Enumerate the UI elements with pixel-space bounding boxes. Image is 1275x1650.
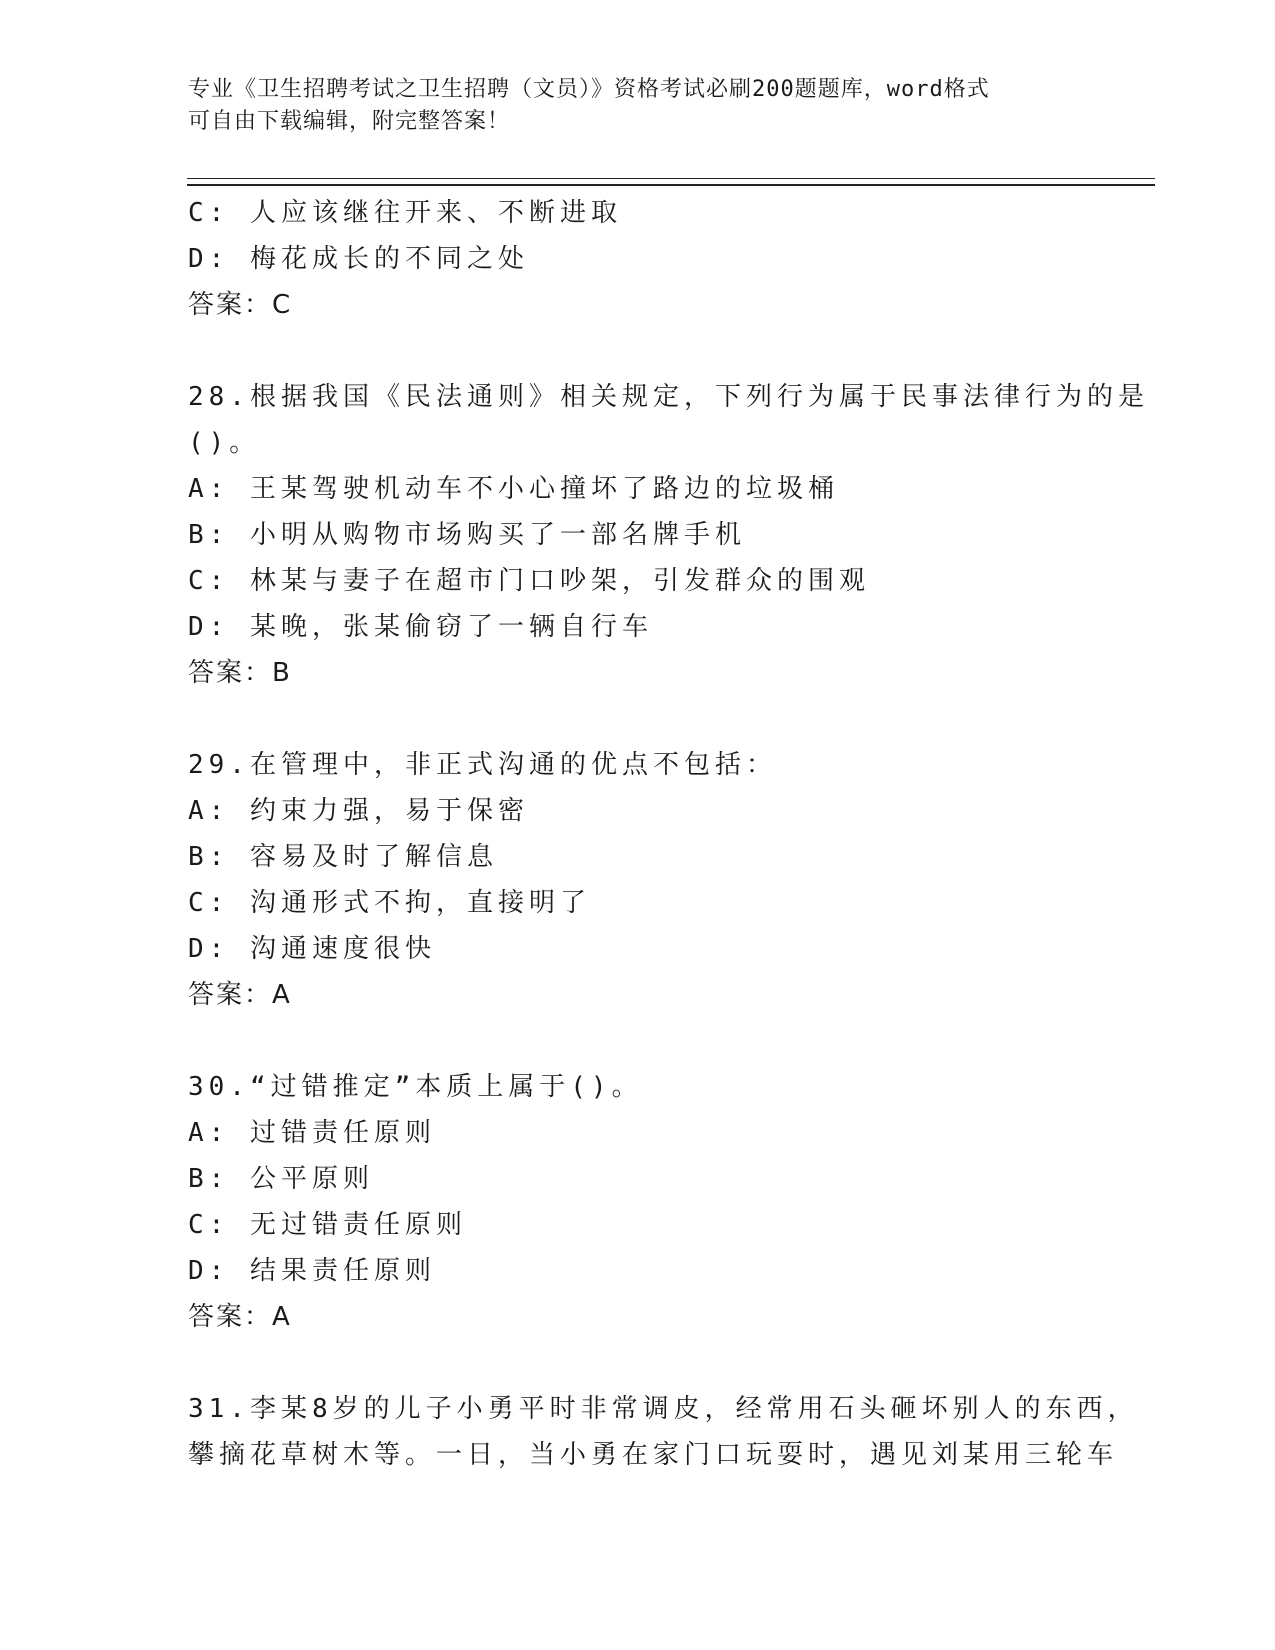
question-29 [188,742,1088,1018]
question-27 [188,190,1088,328]
option-c: C: 人应该继往开来、不断进取 [188,198,622,228]
option-b: B: 小明从购物市场购买了一部名牌手机 [188,520,746,550]
option-d: D: 梅花成长的不同之处 [188,244,529,274]
question-spacer [188,328,1088,374]
question-30 [188,1064,1088,1340]
option-d: D: 沟通速度很快 [188,934,436,964]
option-d: D: 某晚，张某偷窃了一辆自行车 [188,612,653,642]
question-spacer [188,1018,1088,1064]
option-c: C: 沟通形式不拘，直接明了 [188,888,591,918]
document-header [188,74,1088,138]
question-stem-continued: ()。 [188,428,261,458]
option-d: D: 结果责任原则 [188,1256,436,1286]
question-stem: 28.根据我国《民法通则》相关规定，下列行为属于民事法律行为的是 [188,382,1149,412]
option-a: A: 过错责任原则 [188,1118,436,1148]
question-stem: 29.在管理中，非正式沟通的优点不包括： [188,750,777,780]
option-c: C: 林某与妻子在超市门口吵架，引发群众的围观 [188,566,870,596]
question-spacer [188,1340,1088,1386]
option-a: A: 约束力强，易于保密 [188,796,529,826]
answer-line: 答案：A [188,1302,292,1332]
header-title-line-1: 专业《卫生招聘考试之卫生招聘（文员）》资格考试必刷200题题库，word格式 [188,77,990,102]
option-c: C: 无过错责任原则 [188,1210,467,1240]
question-stem-continued: 攀摘花草树木等。一日，当小勇在家门口玩耍时，遇见刘某用三轮车 [188,1440,1119,1470]
option-a: A: 王某驾驶机动车不小心撞坏了路边的垃圾桶 [188,474,839,504]
question-28 [188,374,1149,696]
question-stem: 31.李某8岁的儿子小勇平时非常调皮，经常用石头砸坏别人的东西， [188,1394,1139,1424]
option-b: B: 公平原则 [188,1164,374,1194]
option-b: B: 容易及时了解信息 [188,842,498,872]
answer-line: 答案：C [188,290,293,320]
answer-line: 答案：B [188,658,292,688]
question-31 [188,1386,1139,1478]
question-spacer [188,696,1088,742]
answer-line: 答案：A [188,980,292,1010]
question-stem: 30.“过错推定”本质上属于()。 [188,1072,643,1102]
question-list [188,190,1149,1478]
header-title-line-2: 可自由下载编辑，附完整答案！ [188,109,511,134]
header-divider [187,178,1155,186]
